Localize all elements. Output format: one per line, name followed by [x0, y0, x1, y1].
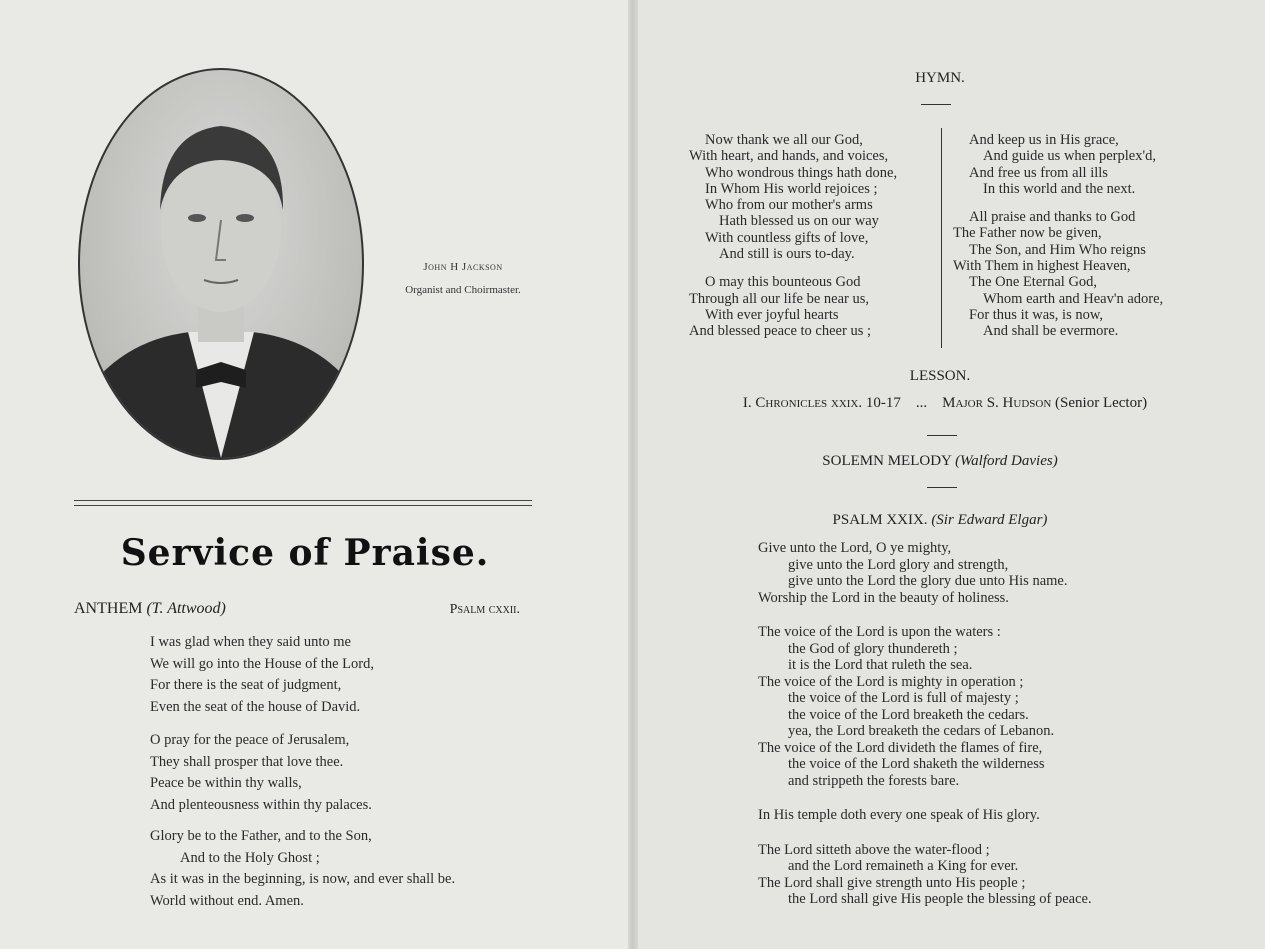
hymn-line: In this world and the next.: [983, 180, 1136, 197]
lesson-line: [700, 395, 1190, 412]
melody-composer: (Walford Davies): [955, 453, 1058, 469]
hymn-line: O may this bounteous God: [705, 274, 861, 291]
hymn-line: Whom earth and Heav'n adore,: [983, 290, 1164, 307]
melody-title: SOLEMN MELODY: [822, 453, 952, 469]
psalm-line: The Lord sitteth above the water-flood ;: [758, 841, 990, 858]
anthem-line: O pray for the peace of Jerusalem,: [150, 732, 350, 748]
page-title: Service of Praise.: [120, 532, 490, 574]
caption-role: Organist and Choirmaster.: [405, 284, 521, 296]
hymn-line: The One Eternal God,: [969, 274, 1098, 291]
lesson-reader: Major S. Hudson: [942, 395, 1052, 411]
hymn-line: With heart, and hands, and voices,: [689, 148, 889, 165]
lesson-dots: ...: [915, 395, 928, 411]
hymn-line: The Son, and Him Who reigns: [969, 241, 1146, 258]
anthem-line: As it was in the beginning, is now, and ever shall be.: [150, 871, 456, 887]
hymn-right-column: [953, 132, 1163, 340]
anthem-line: Peace be within thy walls,: [150, 775, 302, 791]
hymn-left-column: [689, 132, 897, 340]
anthem-stanza-2: [150, 730, 372, 816]
psalm-line: The voice of the Lord is upon the waters :: [758, 624, 1001, 640]
hymn-line: And guide us when perplex'd,: [983, 148, 1156, 165]
anthem-label: ANTHEM: [74, 600, 143, 617]
psalm-line: the voice of the Lord is full of majesty ;: [788, 690, 1019, 706]
hymn-line: Now thank we all our God,: [705, 132, 863, 148]
hymn-line: With Them in highest Heaven,: [953, 258, 1131, 275]
lesson-reader-note: (Senior Lector): [1055, 395, 1148, 411]
melody-heading: [760, 453, 1120, 470]
anthem-line: Glory be to the Father, and to the Son,: [150, 828, 372, 844]
stanza-gap: [758, 824, 1092, 842]
anthem-line: World without end. Amen.: [150, 892, 304, 909]
psalm-line: Worship the Lord in the beauty of holiness.: [758, 589, 1009, 606]
double-rule-top: [74, 500, 532, 501]
hymn-line: And blessed peace to cheer us ;: [689, 323, 871, 340]
psalm-line: In His temple doth every one speak of His glory.: [758, 807, 1040, 823]
anthem-line: Even the seat of the house of David.: [150, 698, 361, 715]
anthem-line: And to the Holy Ghost ;: [180, 849, 320, 866]
anthem-line: I was glad when they said unto me: [150, 634, 351, 650]
psalm-line: the voice of the Lord breaketh the cedars.: [788, 706, 1029, 723]
hymn-line: Hath blessed us on our way: [719, 213, 879, 230]
page-gutter: [628, 0, 638, 949]
anthem-line: They shall prosper that love thee.: [150, 753, 344, 770]
anthem-line: For there is the seat of judgment,: [150, 677, 342, 693]
hymn-line: Through all our life be near us,: [689, 290, 869, 307]
psalm-line: give unto the Lord glory and strength,: [788, 556, 1009, 573]
lesson-title: LESSON.: [909, 368, 971, 384]
hymn-line: And keep us in His grace,: [969, 132, 1119, 148]
psalm-line: and the Lord remaineth a King for ever.: [788, 858, 1019, 874]
psalm-line: The Lord shall give strength unto His people ;: [758, 874, 1026, 891]
psalm-line: Give unto the Lord, O ye mighty,: [758, 540, 952, 556]
psalm-heading: [760, 512, 1120, 529]
psalm-line: The voice of the Lord is mighty in operation ;: [758, 673, 1024, 690]
anthem-label-group: [74, 600, 226, 618]
anthem-stanza-3: [150, 826, 455, 912]
psalm-text: [758, 540, 1092, 908]
psalm-line: the Lord shall give His people the blessing of peace.: [788, 891, 1092, 907]
portrait-photo: [78, 68, 364, 460]
psalm-line: the God of glory thundereth ;: [788, 640, 958, 657]
psalm-composer: (Sir Edward Elgar): [931, 512, 1048, 528]
anthem-psalm-ref: Psalm cxxii.: [449, 602, 520, 617]
hymn-column-divider: [941, 128, 942, 348]
hymn-line: The Father now be given,: [953, 225, 1102, 242]
hymn-line: And free us from all ills: [969, 164, 1108, 181]
hymn-dash: [921, 104, 951, 105]
lesson-dash: [927, 435, 957, 436]
psalm-line: it is the Lord that ruleth the sea.: [788, 657, 973, 673]
stanza-gap: [758, 789, 1092, 807]
hymn-title: HYMN.: [915, 70, 965, 86]
stanza-gap: [953, 197, 1163, 209]
hymn-line: With countless gifts of love,: [705, 229, 869, 246]
psalm-line: give unto the Lord the glory due unto His name.: [788, 573, 1068, 589]
anthem-line: We will go into the House of the Lord,: [150, 655, 374, 672]
hymn-line: And shall be evermore.: [983, 323, 1119, 340]
hymn-line: Who wondrous things hath done,: [705, 164, 898, 181]
anthem-composer: (T. Attwood): [146, 600, 226, 617]
psalm-title: PSALM XXIX.: [832, 512, 928, 528]
hymn-line: All praise and thanks to God: [969, 209, 1136, 226]
double-rule-bottom: [74, 505, 532, 506]
hymn-line: Who from our mother's arms: [705, 197, 873, 214]
lesson-reference: I. Chronicles xxix. 10-17: [742, 395, 901, 411]
hymn-line: And still is ours to-day.: [719, 246, 855, 263]
caption-name: John H Jackson: [423, 261, 503, 273]
psalm-line: and strippeth the forests bare.: [788, 772, 960, 789]
stanza-gap: [758, 606, 1092, 624]
psalm-line: The voice of the Lord divideth the flames of fire,: [758, 739, 1043, 756]
portrait-caption: [388, 256, 538, 302]
hymn-line: With ever joyful hearts: [705, 306, 839, 323]
hymn-line: In Whom His world rejoices ;: [705, 180, 878, 197]
stanza-gap: [689, 262, 897, 274]
melody-dash: [927, 487, 957, 488]
psalm-line: the voice of the Lord shaketh the wilderness: [788, 756, 1045, 772]
anthem-line: And plenteousness within thy palaces.: [150, 796, 372, 813]
hymn-line: For thus it was, is now,: [969, 306, 1103, 323]
anthem-stanza-1: [150, 632, 374, 718]
psalm-line: yea, the Lord breaketh the cedars of Lebanon.: [788, 723, 1055, 739]
